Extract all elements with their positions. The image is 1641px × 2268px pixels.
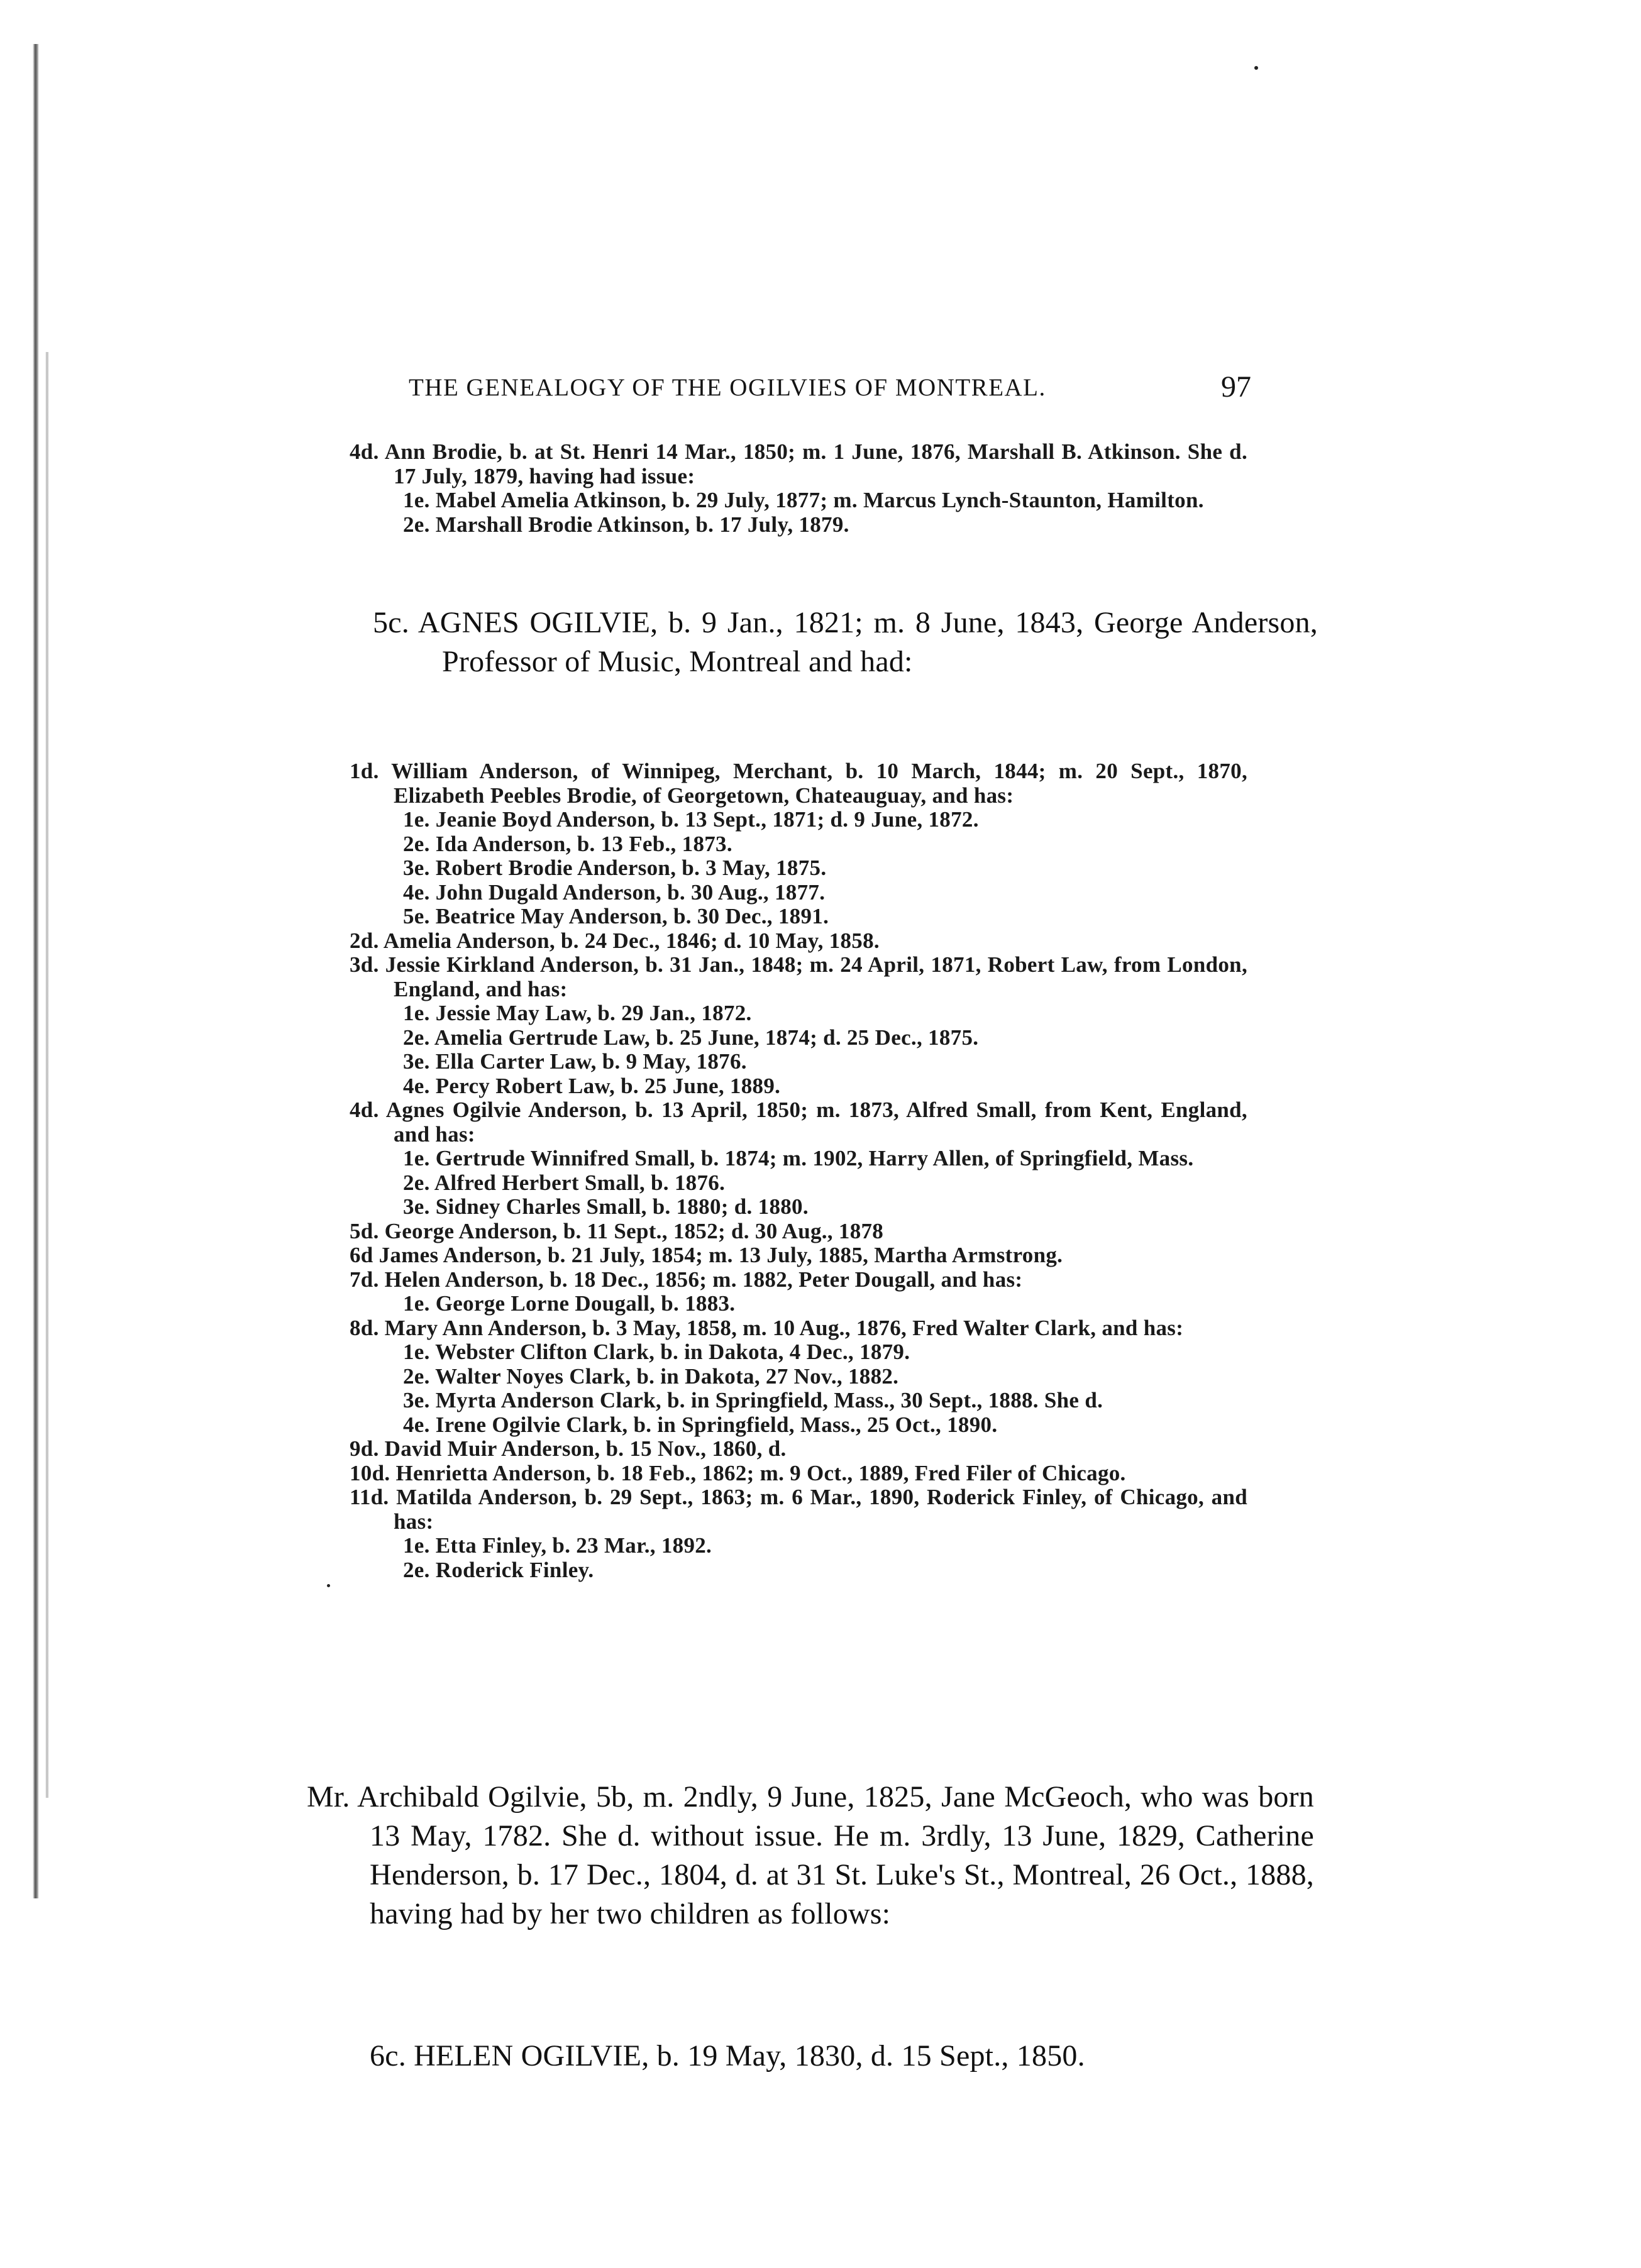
genealogy-entry: 8d. Mary Ann Anderson, b. 3 May, 1858, m. 10 Aug., 1876, Fred Walter Clark, and has:	[350, 1315, 1184, 1340]
archibald-ogilvie-paragraph: Mr. Archibald Ogilvie, 5b, m. 2ndly, 9 June, 1825, Jane McGeoch, who was born 13 May, 1782. She d. without issue. He m. 3rdly, 13 June, 1829, Catherine Henderson, b. 17 Dec., 1804, d. at 31 St. Luke's St., Montreal, 26 Oct., 1888, having had by her two children as follows:	[307, 1780, 1314, 1930]
genealogy-entry: 7d. Helen Anderson, b. 18 Dec., 1856; m. 1882, Peter Dougall, and has:	[350, 1267, 1023, 1292]
genealogy-entry: 4e. Irene Ogilvie Clark, b. in Springfield, Mass., 25 Oct., 1890.	[403, 1412, 998, 1437]
genealogy-entry: 1e. Gertrude Winnifred Small, b. 1874; m. 1902, Harry Allen, of Springfield, Mass.	[403, 1146, 1194, 1170]
running-header	[409, 370, 1251, 404]
scan-speck	[1254, 66, 1258, 70]
genealogy-block-atkinson	[350, 440, 1247, 537]
genealogy-entry: 4d. Agnes Ogilvie Anderson, b. 13 April, 1850; m. 1873, Alfred Small, from Kent, England, and has:	[350, 1098, 1247, 1147]
genealogy-entry: 1d. William Anderson, of Winnipeg, Merchant, b. 10 March, 1844; m. 20 Sept., 1870, Elizabeth Peebles Brodie, of Georgetown, Chateauguay, and has:	[350, 759, 1247, 808]
genealogy-entry: 1e. Jessie May Law, b. 29 Jan., 1872.	[403, 1001, 752, 1025]
genealogy-entry: 4e. Percy Robert Law, b. 25 June, 1889.	[403, 1073, 781, 1098]
genealogy-entry: 1e. Webster Clifton Clark, b. in Dakota, 4 Dec., 1879.	[403, 1340, 910, 1364]
genealogy-entry: 2e. Amelia Gertrude Law, b. 25 June, 1874; d. 25 Dec., 1875.	[403, 1025, 979, 1050]
genealogy-entry: 1e. George Lorne Dougall, b. 1883.	[403, 1291, 736, 1316]
genealogy-entry: 11d. Matilda Anderson, b. 29 Sept., 1863; m. 6 Mar., 1890, Roderick Finley, of Chicago, and has:	[350, 1485, 1247, 1534]
genealogy-entry: 2e. Ida Anderson, b. 13 Feb., 1873.	[403, 831, 732, 856]
genealogy-entry: 3e. Robert Brodie Anderson, b. 3 May, 1875.	[403, 856, 827, 880]
genealogy-entry: 2e. Walter Noyes Clark, b. in Dakota, 27 Nov., 1882.	[403, 1363, 899, 1389]
scan-margin-shadow	[45, 352, 49, 1798]
genealogy-entry: 3e. Ella Carter Law, b. 9 May, 1876.	[403, 1049, 747, 1074]
genealogy-entry: 6d James Anderson, b. 21 July, 1854; m. 13 July, 1885, Martha Armstrong.	[350, 1243, 1063, 1267]
genealogy-entry: 10d. Henrietta Anderson, b. 18 Feb., 1862; m. 9 Oct., 1889, Fred Filer of Chicago.	[350, 1460, 1126, 1485]
genealogy-entry: 9d. David Muir Anderson, b. 15 Nov., 1860, d.	[350, 1436, 787, 1461]
scan-speck	[327, 1584, 330, 1587]
agnes-ogilvie-paragraph: 5c. AGNES OGILVIE, b. 9 Jan., 1821; m. 8 June, 1843, George Anderson, Professor of Music, Montreal and had:	[373, 606, 1318, 678]
genealogy-block-anderson	[350, 759, 1247, 1582]
genealogy-entry: 2d. Amelia Anderson, b. 24 Dec., 1846; d. 10 May, 1858.	[350, 928, 880, 953]
genealogy-entry: 1e. Etta Finley, b. 23 Mar., 1892.	[403, 1533, 712, 1558]
running-title: THE GENEALOGY OF THE OGILVIES OF MONTREAL.	[409, 374, 1046, 401]
genealogy-entry: 2e. Marshall Brodie Atkinson, b. 17 July, 1879.	[403, 512, 849, 537]
genealogy-entry: 1e. Jeanie Boyd Anderson, b. 13 Sept., 1871; d. 9 June, 1872.	[403, 807, 979, 832]
genealogy-entry: 4d. Ann Brodie, b. at St. Henri 14 Mar., 1850; m. 1 June, 1876, Marshall B. Atkinson. She d. 17 July, 1879, having had issue:	[350, 439, 1247, 488]
genealogy-entry: 5e. Beatrice May Anderson, b. 30 Dec., 1891.	[403, 904, 829, 928]
genealogy-entry: 1e. Mabel Amelia Atkinson, b. 29 July, 1877; m. Marcus Lynch-Staunton, Hamilton.	[403, 488, 1204, 512]
genealogy-entry: 3e. Myrta Anderson Clark, b. in Springfield, Mass., 30 Sept., 1888. She d.	[403, 1388, 1103, 1412]
scan-margin-edge	[33, 44, 39, 1898]
genealogy-entry: 3e. Sidney Charles Small, b. 1880; d. 1880.	[403, 1194, 809, 1219]
genealogy-entry: 2e. Alfred Herbert Small, b. 1876.	[403, 1170, 726, 1195]
genealogy-entry: 4e. John Dugald Anderson, b. 30 Aug., 1877.	[403, 879, 826, 905]
genealogy-entry: 3d. Jessie Kirkland Anderson, b. 31 Jan., 1848; m. 24 April, 1871, Robert Law, from London, England, and has:	[350, 952, 1247, 1001]
helen-ogilvie-entry: 6c. HELEN OGILVIE, b. 19 May, 1830, d. 15 Sept., 1850.	[370, 2039, 1085, 2073]
genealogy-entry: 5d. George Anderson, b. 11 Sept., 1852; d. 30 Aug., 1878	[350, 1218, 884, 1243]
page-number: 97	[1221, 370, 1251, 404]
genealogy-entry: 2e. Roderick Finley.	[403, 1557, 594, 1582]
